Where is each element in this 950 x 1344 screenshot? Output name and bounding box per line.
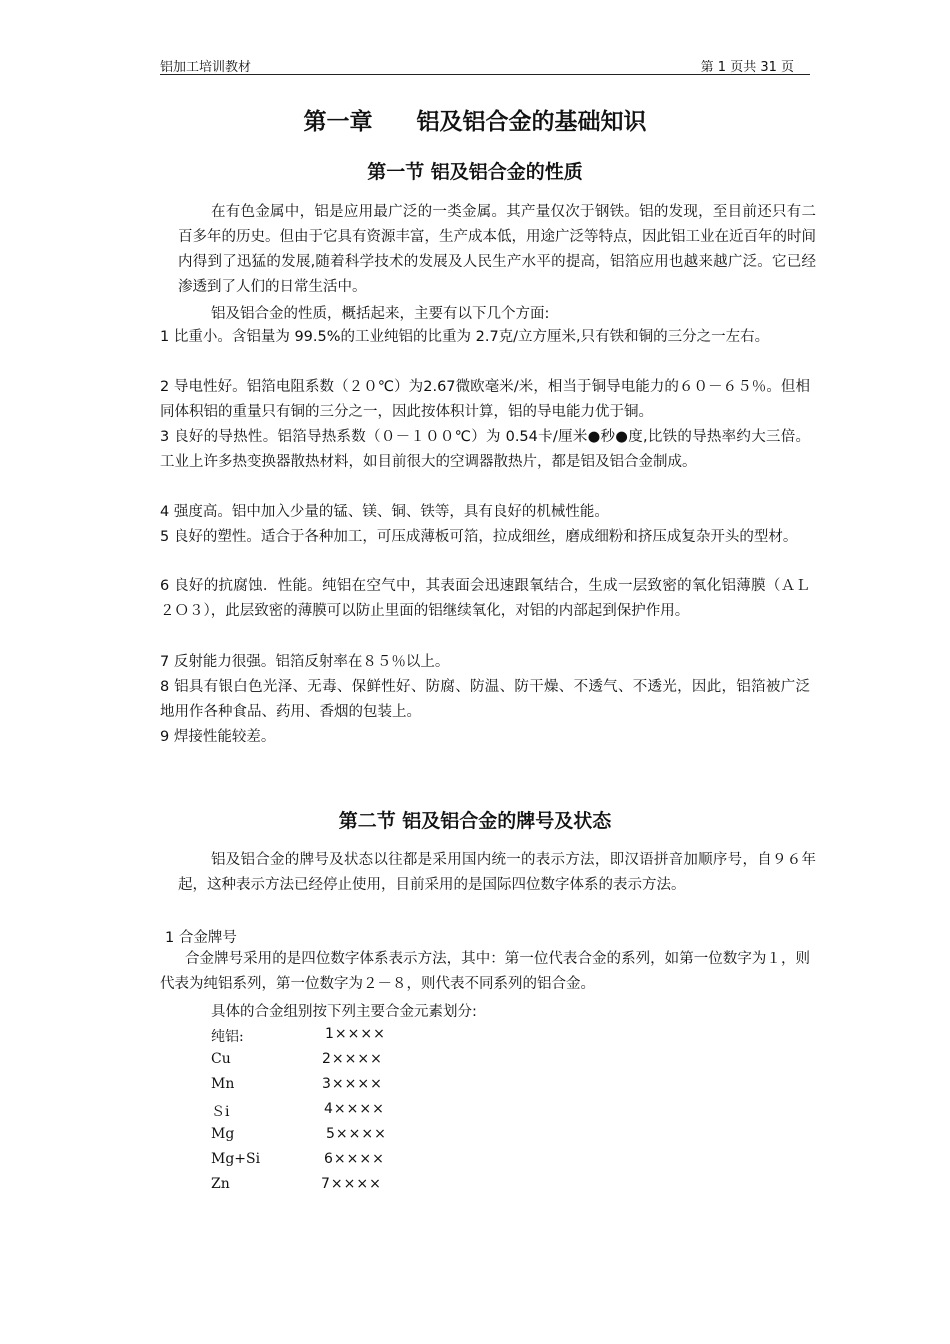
- page-header: [160, 56, 810, 75]
- alloy-group-code: 6××××: [324, 1151, 385, 1167]
- alloy-group-code: 7××××: [321, 1176, 382, 1192]
- alloy-grade-desc: 合金牌号采用的是四位数字体系表示方法，其中：第一位代表合金的系列，如第一位数字为１，则代表为纯铝系列，第一位数字为２－８，则代表不同系列的铝合金。: [160, 951, 810, 992]
- alloy-group-code: 3××××: [322, 1076, 383, 1092]
- property-item-6: 6 良好的抗腐蚀．性能。纯铝在空气中，其表面会迅速跟氧结合，生成一层致密的氧化铝薄膜（ＡＬ２Ｏ３），此层致密的薄膜可以防止里面的铝继续氧化，对铝的内部起到保护作用。: [160, 578, 810, 619]
- alloy-group-name: 纯铝:: [211, 1029, 244, 1045]
- alloy-group-code: 4××××: [324, 1101, 385, 1117]
- alloy-group-name: Mg+Si: [211, 1151, 261, 1167]
- property-item-1: 1 比重小。含铝量为 99.5%的工业纯铝的比重为 2.7克/立方厘米,只有铁和铜的三分之一左右。: [160, 329, 770, 345]
- section2-title: 第二节 铝及铝合金的牌号及状态: [338, 810, 612, 832]
- chapter-heading: [0, 103, 950, 136]
- section1-intro: 在有色金属中，铝是应用最广泛的一类金属。其产量仅次于钢铁。铝的发现，至目前还只有二百多年的历史。但由于它具有资源丰富，生产成本低，用途广泛等特点，因此铝工业在近百年的时间内得到了迅猛的发展,随着科学技术的发展及人民生产水平的提高，铝箔应用也越来越广泛。它已经渗透到了人们的日常生活中。: [178, 204, 816, 295]
- alloy-grade-heading: 1 合金牌号: [165, 930, 237, 946]
- alloy-group-name: Mg: [211, 1126, 235, 1142]
- property-item-7: 7 反射能力很强。铝箔反射率在８５％以上。: [160, 654, 450, 670]
- property-item-5: 5 良好的塑性。适合于各种加工，可压成薄板可箔，拉成细丝，磨成细粉和挤压成复杂开头的型材。: [160, 529, 798, 545]
- property-item-4: 4 强度高。铝中加入少量的锰、镁、铜、铁等，具有良好的机械性能。: [160, 504, 609, 520]
- property-item-9: 9 焊接性能较差。: [160, 729, 276, 745]
- property-item-8: 8 铝具有银白色光泽、无毒、保鲜性好、防腐、防温、防干燥、不透气、不透光，因此，铝箔被广泛地用作各种食品、药用、香烟的包装上。: [160, 679, 810, 720]
- alloy-group-name: Mn: [211, 1076, 235, 1092]
- alloy-group-name: Zn: [211, 1176, 230, 1192]
- header-page-number: 第 1 页共 31 页: [700, 60, 794, 75]
- chapter-number: 第一章: [303, 109, 373, 135]
- header-doc-title: 铝加工培训教材: [160, 60, 252, 75]
- section1-title: 第一节 铝及铝合金的性质: [367, 161, 583, 183]
- alloy-group-name: Ｓi: [211, 1104, 230, 1120]
- alloy-group-code: 2××××: [322, 1051, 383, 1067]
- chapter-title: 铝及铝合金的基础知识: [416, 109, 647, 135]
- alloy-group-code: 1××××: [325, 1026, 386, 1042]
- alloy-group-name: Cu: [211, 1051, 231, 1067]
- alloy-group-intro: 具体的合金组别按下列主要合金元素划分:: [211, 1004, 477, 1020]
- section2-intro: 铝及铝合金的牌号及状态以往都是采用国内统一的表示方法，即汉语拼音加顺序号，自９６年起，这种表示方法已经停止使用，目前采用的是国际四位数字体系的表示方法。: [178, 852, 816, 893]
- alloy-group-code: 5××××: [326, 1126, 387, 1142]
- property-item-3: 3 良好的导热性。铝箔导热系数（０－１００℃）为 0.54卡/厘米●秒●度,比铁的导热率约大三倍。工业上许多热变换器散热材料，如目前很大的空调器散热片，都是铝及铝合金制成。: [160, 429, 810, 470]
- section1-summary: 铝及铝合金的性质，概括起来，主要有以下几个方面:: [211, 306, 550, 322]
- property-item-2: 2 导电性好。铝箔电阻系数（２０℃）为2.67微欧毫米/米，相当于铜导电能力的６０－６５％。但相同体积铝的重量只有铜的三分之一，因此按体积计算，铝的导电能力优于铜。: [160, 379, 810, 420]
